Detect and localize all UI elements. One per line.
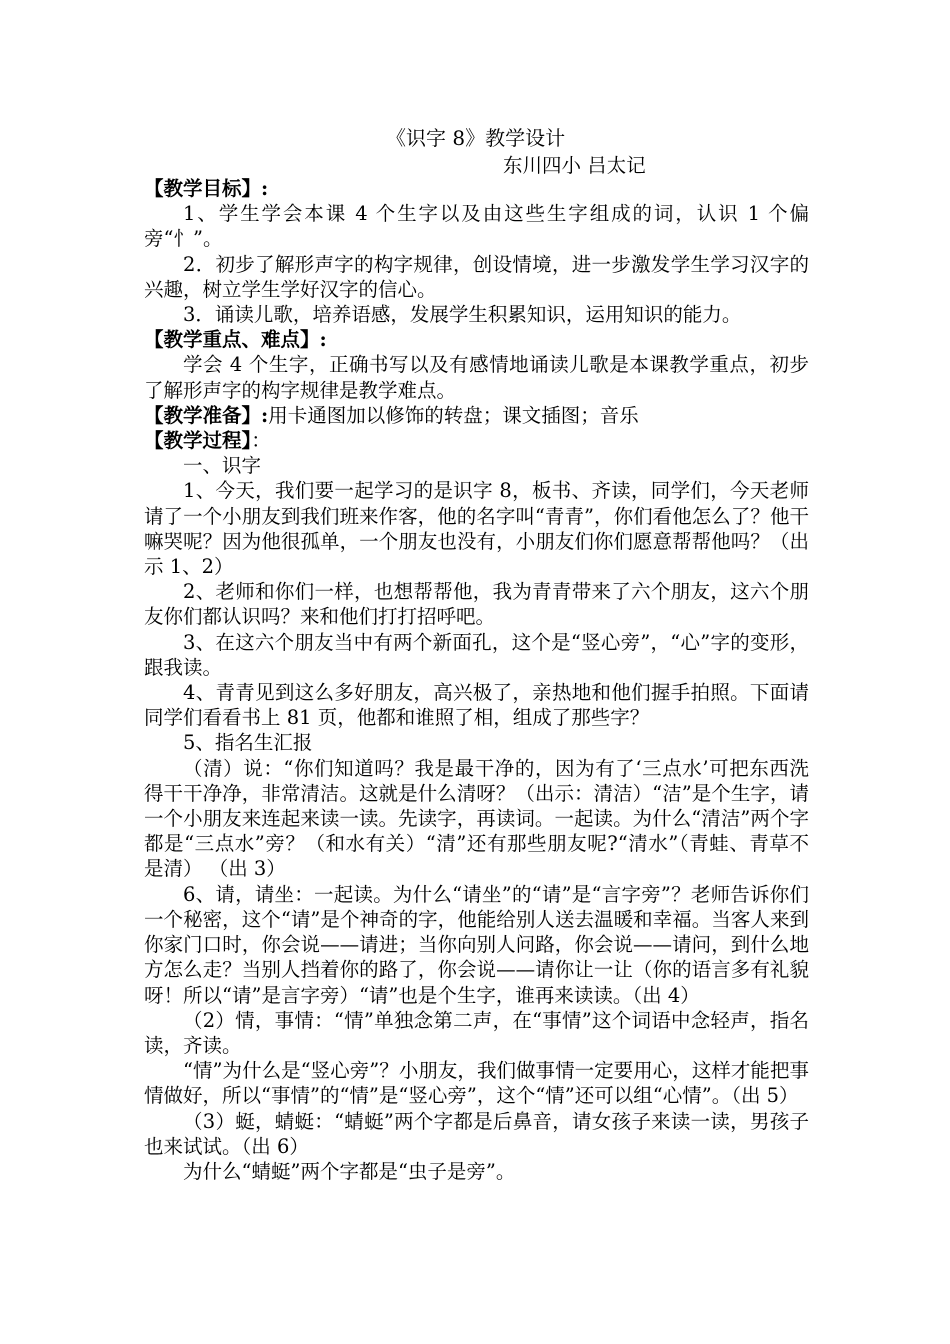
process-line bbox=[144, 428, 809, 453]
document-body bbox=[144, 176, 809, 1184]
paragraph: 2、老师和你们一样，也想帮帮他，我为青青带来了六个朋友，这六个朋友你们都认识吗？来和他们打打招呼吧。 bbox=[144, 580, 809, 629]
paragraph: “情”为什么是“竖心旁”？小朋友，我们做事情一定要用心，这样才能把事情做好，所以“事情”的“情”是“竖心旁”，这个“情”还可以组“心情”。（出 5） bbox=[144, 1059, 809, 1108]
paragraph: 3．诵读儿歌，培养语感，发展学生积累知识，运用知识的能力。 bbox=[183, 303, 742, 327]
paragraph: 1、学生学会本课 4 个生字以及由这些生字组成的词，认识 1 个偏旁“忄”。 bbox=[144, 202, 809, 251]
heading-key-points: 【教学重点、难点】: bbox=[144, 328, 327, 352]
document-title: 《识字 8》教学设计 bbox=[386, 126, 566, 150]
process-colon: ： bbox=[251, 429, 271, 453]
paragraph: 5、指名生汇报 bbox=[183, 731, 313, 755]
section-heading: 一、识字 bbox=[183, 454, 262, 478]
heading-process: 【教学过程】 bbox=[144, 429, 252, 453]
paragraph: 1、今天，我们要一起学习的是识字 8，板书、齐读，同学们，今天老师请了一个小朋友到我们班来作客，他的名字叫“青青”，你们看他怎么了？他干嘛哭呢？因为他很孤单，一个朋友也没有，小朋友们你们愿意帮帮他吗？（出示 1、2） bbox=[144, 479, 809, 579]
paragraph: 4、青青见到这么多好朋友，高兴极了，亲热地和他们握手拍照。下面请同学们看看书上 81 页，他都和谁照了相，组成了那些字？ bbox=[144, 681, 809, 730]
paragraph: 3、在这六个朋友当中有两个新面孔，这个是“竖心旁”，“心”字的变形，跟我读。 bbox=[144, 630, 809, 679]
preparation-line bbox=[144, 403, 809, 428]
paragraph: （清）说：“你们知道吗？我是最干净的，因为有了‘三点水’可把东西洗得干干净净，非常清洁。这就是什么清呀？（出示：清洁）“洁”是个生字，请一个小朋友来连起来读一读。先读字，再读词。一起读。为什么“清洁”两个字都是“三点水”旁？（和水有关）“清”还有那些朋友呢?“清水”（青蛙、青草不是清） （出 3） bbox=[144, 756, 809, 881]
heading-objectives: 【教学目标】: bbox=[144, 177, 269, 200]
preparation-text: 用卡通图加以修饰的转盘；课文插图；音乐 bbox=[268, 403, 639, 427]
document-author: 东川四小 吕太记 bbox=[503, 154, 646, 177]
heading-preparation: 【教学准备】: bbox=[144, 403, 269, 427]
paragraph: 学会 4 个生字，正确书写以及有感情地诵读儿歌是本课教学重点，初步了解形声字的构字规律是教学难点。 bbox=[144, 353, 809, 402]
paragraph: 为什么“蜻蜓”两个字都是“虫子是旁”。 bbox=[183, 1159, 516, 1183]
paragraph: （3）蜓，蜻蜓：“蜻蜓”两个字都是后鼻音，请女孩子来读一读，男孩子也来试试。（出 6） bbox=[144, 1109, 809, 1158]
paragraph: 2．初步了解形声字的构字规律，创设情境，进一步激发学生学习汉字的兴趣，树立学生学好汉字的信心。 bbox=[144, 252, 809, 301]
paragraph: （2）情，事情：“情”单独念第二声，在“事情”这个词语中念轻声，指名读，齐读。 bbox=[144, 1008, 809, 1057]
paragraph: 6、请，请坐：一起读。为什么“请坐”的“请”是“言字旁”？老师告诉你们一个秘密，这个“请”是个神奇的字，他能给别人送去温暖和幸福。当客人来到你家门口时，你会说——请进；当你向别人问路，你会说——请问，到什么地方怎么走？当别人挡着你的路了，你会说——请你让一让（你的语言多有礼貌呀！所以“请”是言字旁）“请”也是个生字，谁再来读读。（出 4） bbox=[144, 882, 809, 1007]
